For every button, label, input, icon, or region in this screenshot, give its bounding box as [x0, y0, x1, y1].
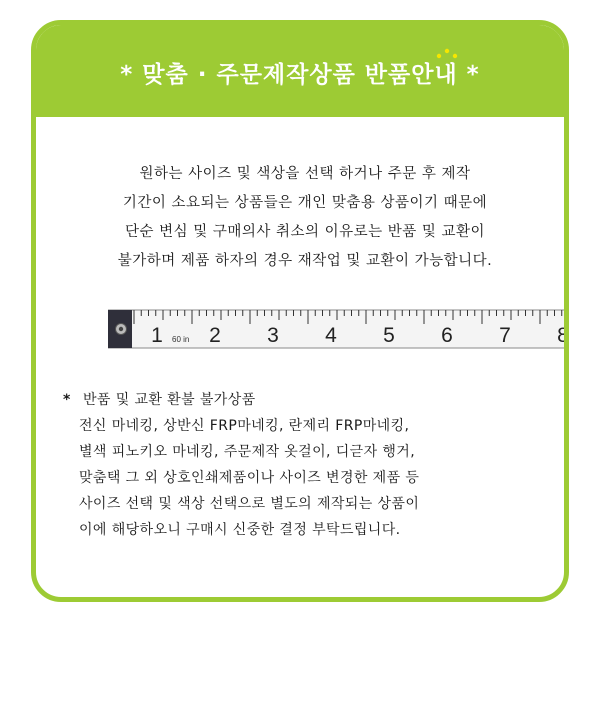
tape-number: 5: [383, 324, 395, 347]
intro-line: 불가하며 제품 하자의 경우 재작업 및 교환이 가능합니다.: [117, 253, 493, 269]
notice-heading-row: [63, 387, 563, 413]
tape-number: 2: [209, 324, 221, 347]
tape-unit-label: 60 in: [172, 335, 190, 344]
notice-line: 이에 해당하오니 구매시 신중한 결정 부탁드립니다.: [79, 522, 401, 538]
intro-line: 기간이 소요되는 상품들은 개인 맞춤용 상품이기 때문에: [122, 195, 488, 211]
sparkle-icon: [436, 47, 458, 61]
return-policy-card: [31, 20, 569, 602]
tape-number: 3: [267, 324, 279, 347]
notice-heading: 반품 및 교환 환불 불가상품: [83, 392, 256, 408]
notice-line: 사이즈 선택 및 색상 선택으로 별도의 제작되는 상품이: [79, 496, 420, 512]
card-header: [36, 25, 564, 117]
tape-number: 4: [325, 324, 337, 347]
page-title: * 맞춤 · 주문제작상품 반품안내 *: [120, 62, 480, 88]
notice-line: 별색 피노키오 마네킹, 주문제작 옷걸이, 디귿자 행거,: [79, 444, 416, 460]
tape-number: 1: [151, 324, 163, 347]
intro-paragraph: [45, 160, 565, 276]
tape-measure-image: [108, 309, 569, 350]
intro-line: 원하는 사이즈 및 색상을 선택 하거나 주문 후 제작: [139, 166, 471, 182]
asterisk-bullet: *: [63, 392, 71, 408]
notice-body: [63, 413, 563, 543]
tape-number: 7: [499, 324, 511, 347]
tape-number: 6: [441, 324, 453, 347]
intro-line: 단순 변심 및 구매의사 취소의 이유로는 반품 및 교환이: [124, 224, 486, 240]
notice-line: 전신 마네킹, 상반신 FRP마네킹, 란제리 FRP마네킹,: [79, 418, 410, 434]
non-returnable-notice: [63, 387, 563, 543]
notice-line: 맞춤택 그 외 상호인쇄제품이나 사이즈 변경한 제품 등: [79, 470, 420, 486]
tape-number: 8: [557, 324, 569, 347]
